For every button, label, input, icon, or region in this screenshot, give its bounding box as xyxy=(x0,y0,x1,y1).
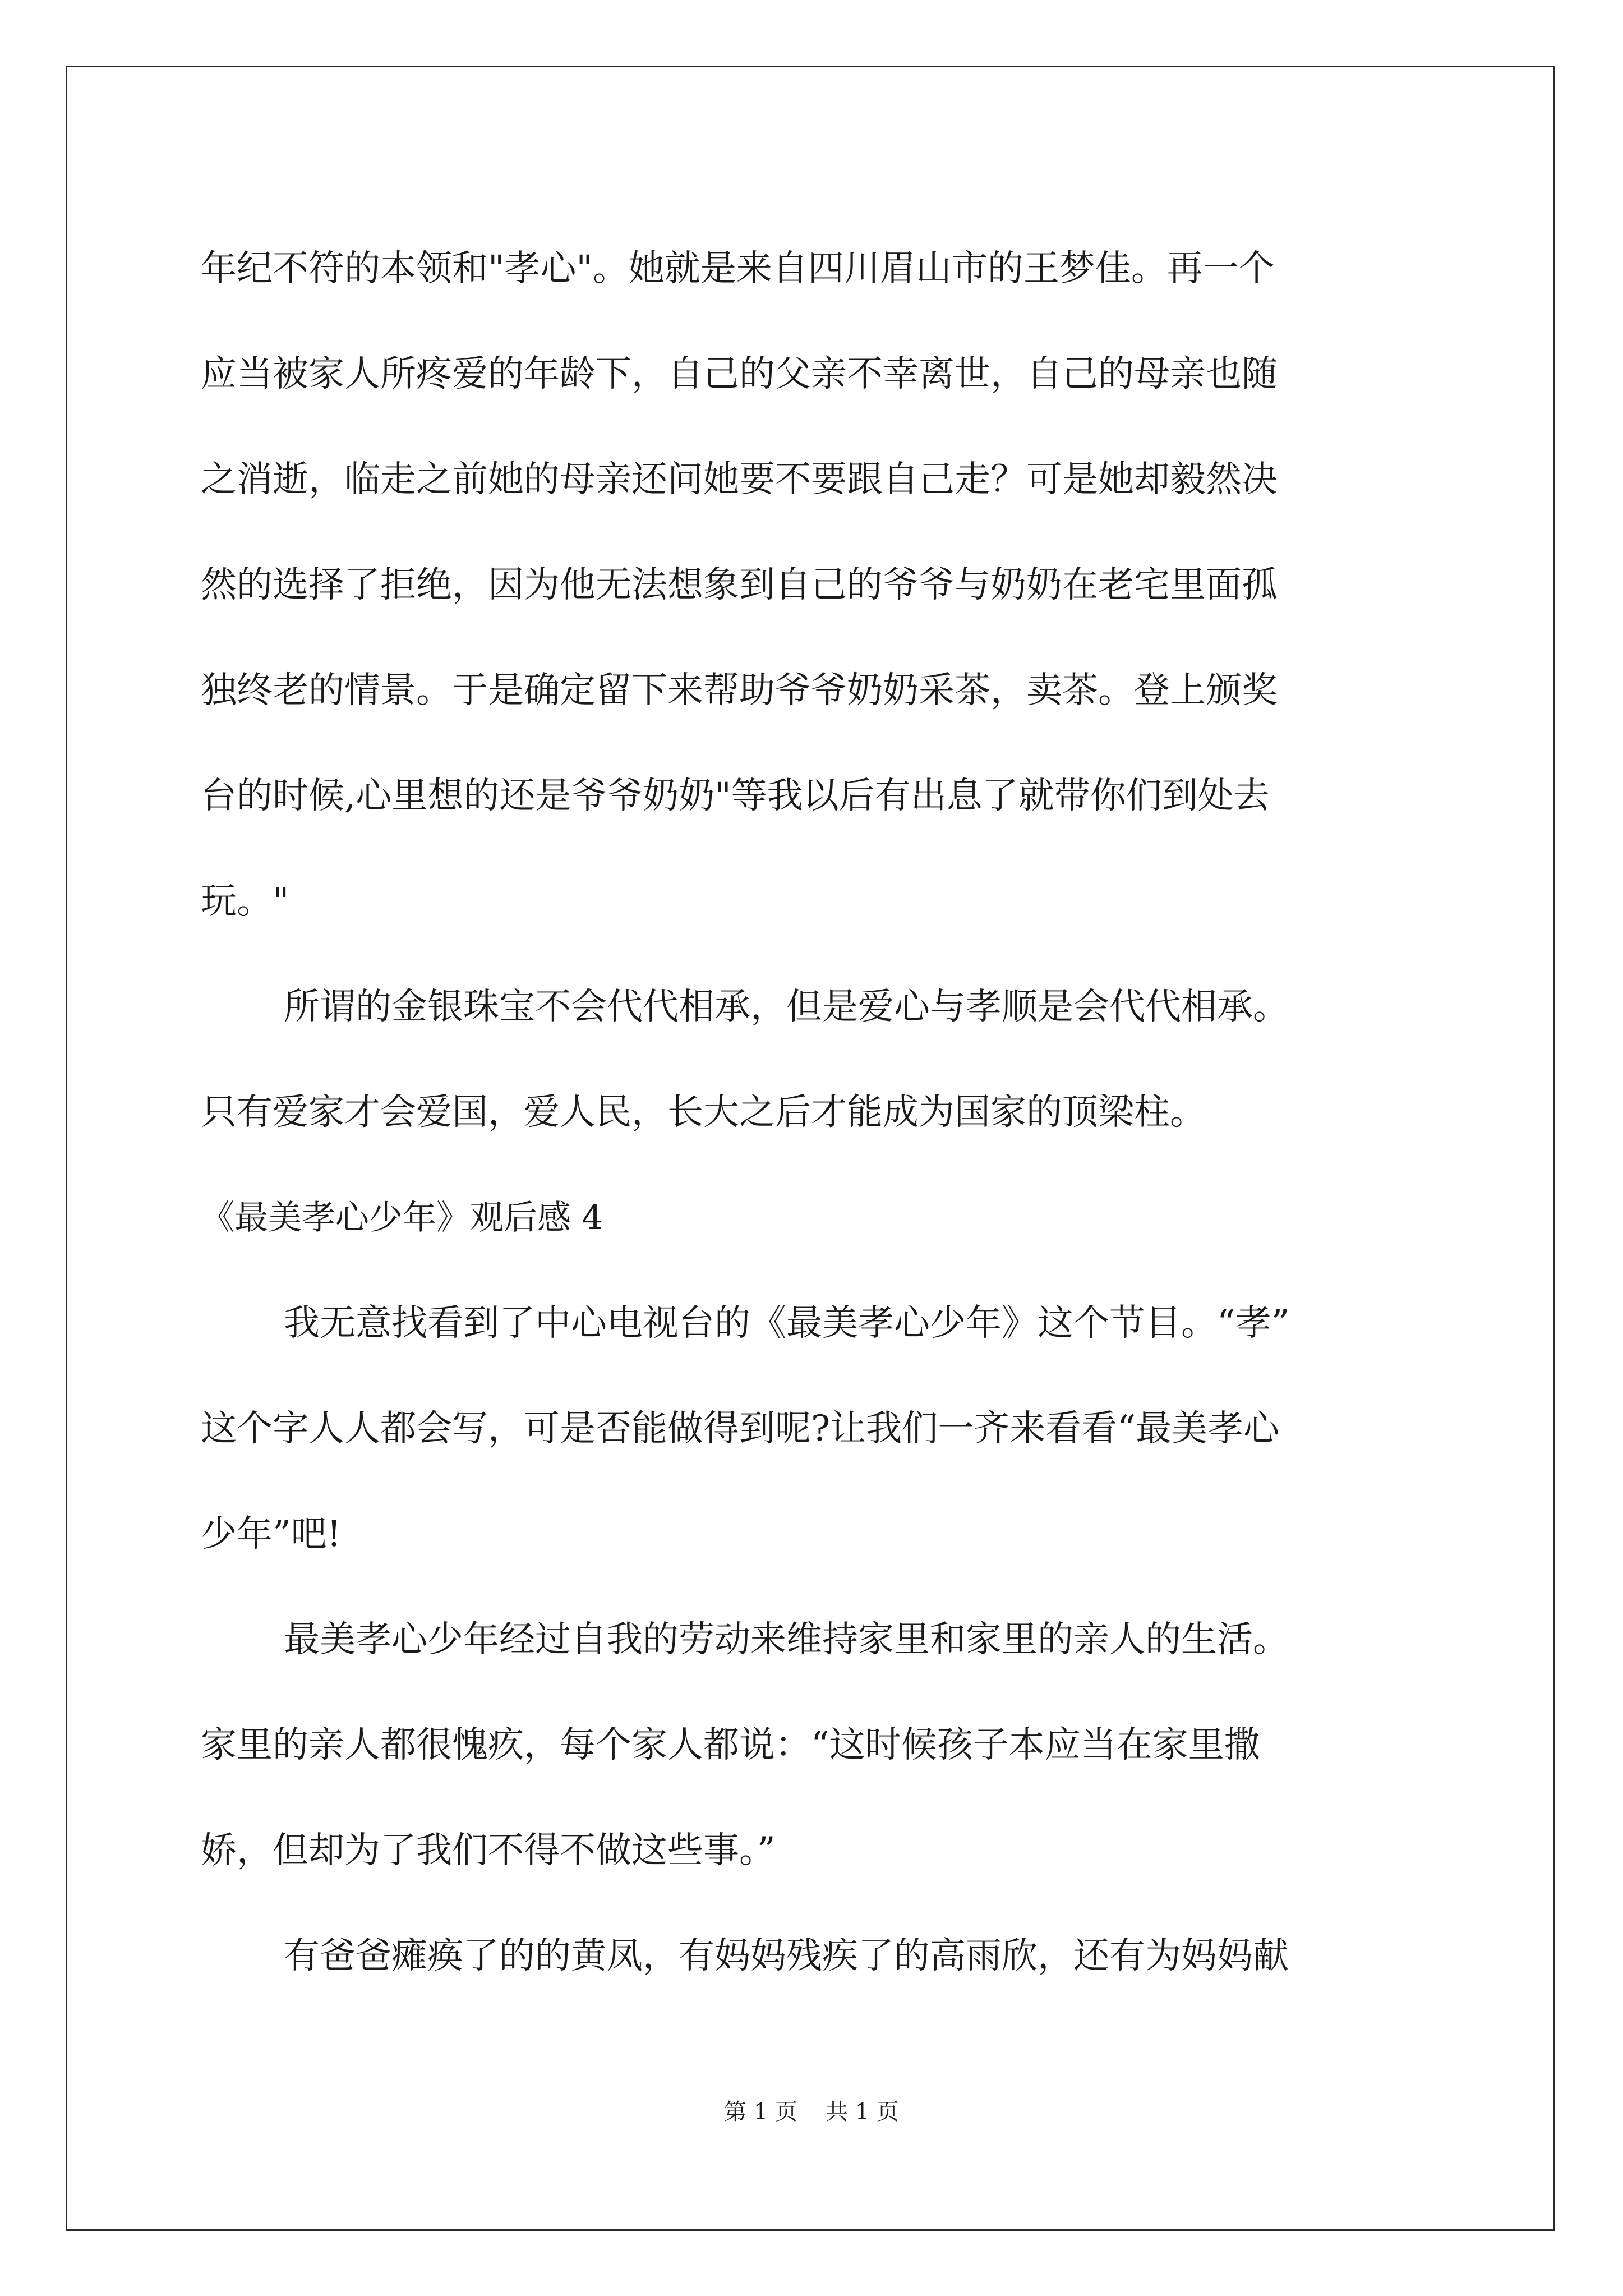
page-footer xyxy=(0,2095,1623,2129)
text-line: 年纪不符的本领和"孝心"。她就是来自四川眉山市的王梦佳。再一个 xyxy=(201,248,1275,289)
text-line: 独终老的情景。于是确定留下来帮助爷爷奶奶采茶，卖茶。登上颁奖 xyxy=(201,670,1278,711)
document-body xyxy=(201,216,1423,2009)
page-total: 共 1 页 xyxy=(826,2099,899,2125)
text-line: 玩。" xyxy=(201,881,289,922)
text-line: 只有爱家才会爱国，爱人民，长大之后才能成为国家的顶梁柱。 xyxy=(201,1092,1206,1133)
paragraph-first-line: 我无意找看到了中心电视台的《最美孝心少年》这个节目。“孝” xyxy=(284,1303,1290,1344)
text-line: 娇，但却为了我们不得不做这些事。” xyxy=(201,1830,776,1871)
text-line: 台的时候,心里想的还是爷爷奶奶"等我以后有出息了就带你们到处去 xyxy=(201,775,1270,817)
paragraph-first-line: 有爸爸瘫痪了的的黄凤，有妈妈残疾了的高雨欣，还有为妈妈献 xyxy=(284,1935,1289,1977)
text-line: 然的选择了拒绝，因为他无法想象到自己的爷爷与奶奶在老宅里面孤 xyxy=(201,564,1278,606)
paragraph-first-line: 最美孝心少年经过自我的劳动来维持家里和家里的亲人的生活。 xyxy=(284,1619,1289,1660)
text-line: 家里的亲人都很愧疚，每个家人都说：“这时候孩子本应当在家里撒 xyxy=(201,1724,1260,1766)
text-line: 少年”吧! xyxy=(201,1513,342,1555)
text-line: 这个字人人都会写，可是否能做得到呢?让我们一齐来看看“最美孝心 xyxy=(201,1408,1280,1450)
text-line: 之消逝，临走之前她的母亲还问她要不要跟自己走？可是她却毅然决 xyxy=(201,459,1278,500)
section-heading: 《最美孝心少年》观后感 4 xyxy=(201,1198,603,1237)
text-line: 应当被家人所疼爱的年龄下，自己的父亲不幸离世，自己的母亲也随 xyxy=(201,353,1278,395)
paragraph-first-line: 所谓的金银珠宝不会代代相承，但是爱心与孝顺是会代代相承。 xyxy=(284,986,1289,1028)
page-number: 第 1 页 xyxy=(724,2099,797,2125)
